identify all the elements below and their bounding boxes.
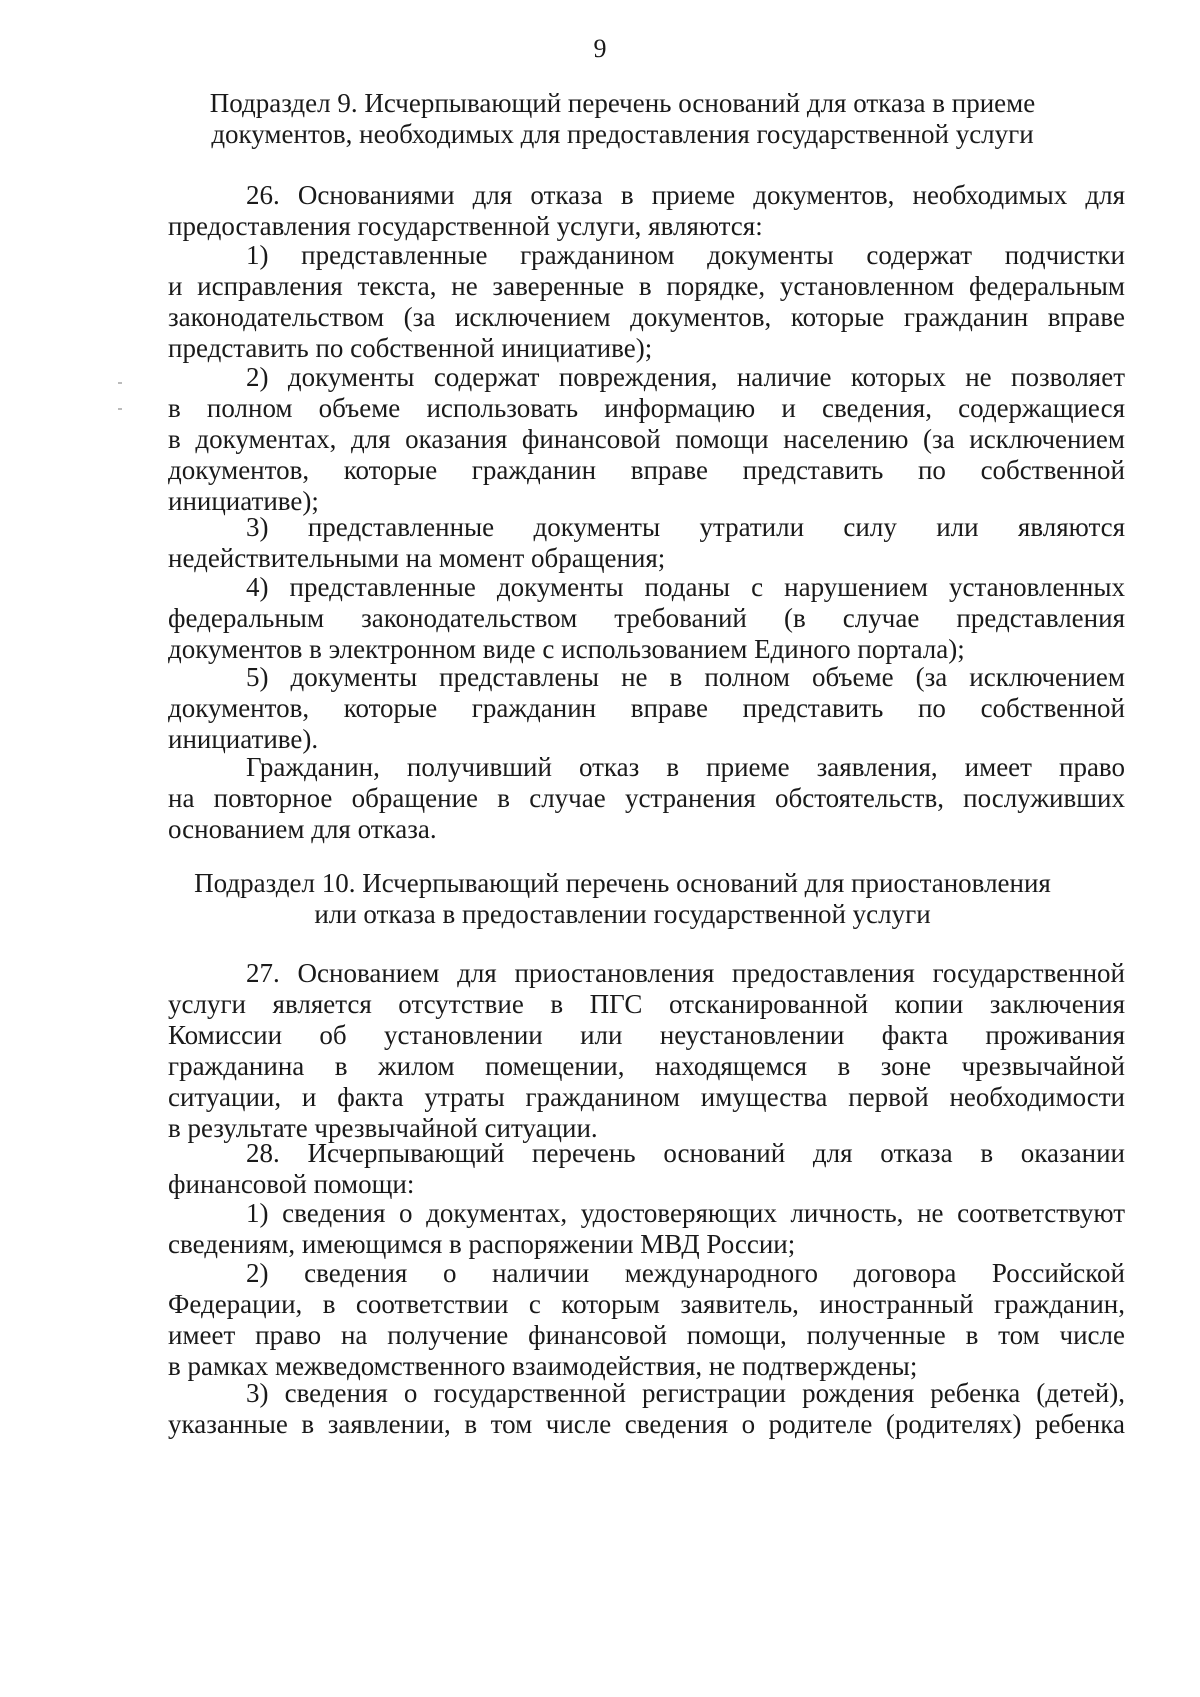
text-line: документов в электронном виде с использованием Единого портала);: [168, 634, 965, 664]
text-line: представить по собственной инициативе);: [168, 333, 653, 363]
text-line: на повторное обращение в случае устранения обстоятельств, послуживших: [168, 783, 1125, 813]
text-line: в полном объеме использовать информацию и сведения, содержащиеся: [168, 393, 1125, 423]
text-line: недействительными на момент обращения;: [168, 543, 666, 573]
text-line: Комиссии об установлении или неустановлении факта проживания: [168, 1020, 1125, 1050]
paragraph-26-item-4: [168, 572, 1125, 665]
text-line: 1) представленные гражданином документы содержат подчистки: [246, 240, 1125, 270]
section-10-heading: [160, 868, 1085, 930]
text-line: 28. Исчерпывающий перечень оснований для отказа в оказании: [246, 1138, 1125, 1168]
text-line: 3) сведения о государственной регистрации рождения ребенка (детей),: [246, 1378, 1125, 1408]
text-line: имеет право на получение финансовой помощи, полученные в том числе: [168, 1320, 1125, 1350]
paragraph-28-item-3: [168, 1378, 1125, 1440]
text-line: документов, которые гражданин вправе представить по собственной: [168, 455, 1125, 485]
text-line: 5) документы представлены не в полном объеме (за исключением: [246, 662, 1125, 692]
scan-artifact: [118, 382, 122, 384]
text-line: основанием для отказа.: [168, 814, 437, 844]
text-line: инициативе).: [168, 724, 319, 754]
heading-line: Подраздел 10. Исчерпывающий перечень оснований для приостановления: [194, 868, 1051, 898]
heading-line: Подраздел 9. Исчерпывающий перечень оснований для отказа в приеме: [209, 88, 1036, 118]
text-line: сведениям, имеющимся в распоряжении МВД России;: [168, 1229, 796, 1259]
text-line: услуги является отсутствие в ПГС отсканированной копии заключения: [168, 989, 1125, 1019]
text-line: Федерации, в соответствии с которым заявитель, иностранный гражданин,: [168, 1289, 1125, 1319]
text-line: законодательством (за исключением документов, которые гражданин вправе: [168, 302, 1125, 332]
text-line: документов, которые гражданин вправе представить по собственной: [168, 693, 1125, 723]
paragraph-27: [168, 958, 1125, 1144]
text-line: предоставления государственной услуги, являются:: [168, 211, 763, 241]
scan-artifact: [118, 408, 122, 410]
text-line: федеральным законодательством требований (в случае представления: [168, 603, 1125, 633]
paragraph-26-item-5: [168, 662, 1125, 755]
text-line: в результате чрезвычайной ситуации.: [168, 1113, 598, 1143]
text-line: Гражданин, получивший отказ в приеме заявления, имеет право: [246, 752, 1125, 782]
paragraph-28-item-1: [168, 1198, 1125, 1260]
paragraph-26: [168, 180, 1125, 242]
text-line: 26. Основаниями для отказа в приеме документов, необходимых для: [246, 180, 1125, 210]
page-number: 9: [593, 34, 607, 63]
heading-line: или отказа в предоставлении государственной услуги: [314, 899, 931, 929]
text-line: 4) представленные документы поданы с нарушением установленных: [246, 572, 1125, 602]
text-line: 2) сведения о наличии международного договора Российской: [246, 1258, 1125, 1288]
paragraph-28-item-2: [168, 1258, 1125, 1382]
paragraph-26-item-3: [168, 512, 1125, 574]
text-line: инициативе);: [168, 486, 319, 516]
text-line: и исправления текста, не заверенные в порядке, установленном федеральным: [168, 271, 1125, 301]
paragraph-28: [168, 1138, 1125, 1200]
text-line: ситуации, и факта утраты гражданином имущества первой необходимости: [168, 1082, 1125, 1112]
text-line: 3) представленные документы утратили силу или являются: [246, 512, 1125, 542]
text-line: в документах, для оказания финансовой помощи населению (за исключением: [168, 424, 1125, 454]
section-9-heading: [160, 88, 1085, 150]
text-line: 27. Основанием для приостановления предоставления государственной: [246, 958, 1125, 988]
heading-line: документов, необходимых для предоставления государственной услуги: [211, 119, 1034, 149]
text-line: 1) сведения о документах, удостоверяющих личность, не соответствуют: [246, 1198, 1125, 1228]
text-line: указанные в заявлении, в том числе сведения о родителе (родителях) ребенка: [168, 1409, 1125, 1439]
text-line: финансовой помощи:: [168, 1169, 415, 1199]
text-line: 2) документы содержат повреждения, наличие которых не позволяет: [246, 362, 1125, 392]
paragraph-26-note: [168, 752, 1125, 845]
text-line: гражданина в жилом помещении, находящемся в зоне чрезвычайной: [168, 1051, 1125, 1081]
paragraph-26-item-2: [168, 362, 1125, 517]
text-line: в рамках межведомственного взаимодействия, не подтверждены;: [168, 1351, 918, 1381]
paragraph-26-item-1: [168, 240, 1125, 364]
